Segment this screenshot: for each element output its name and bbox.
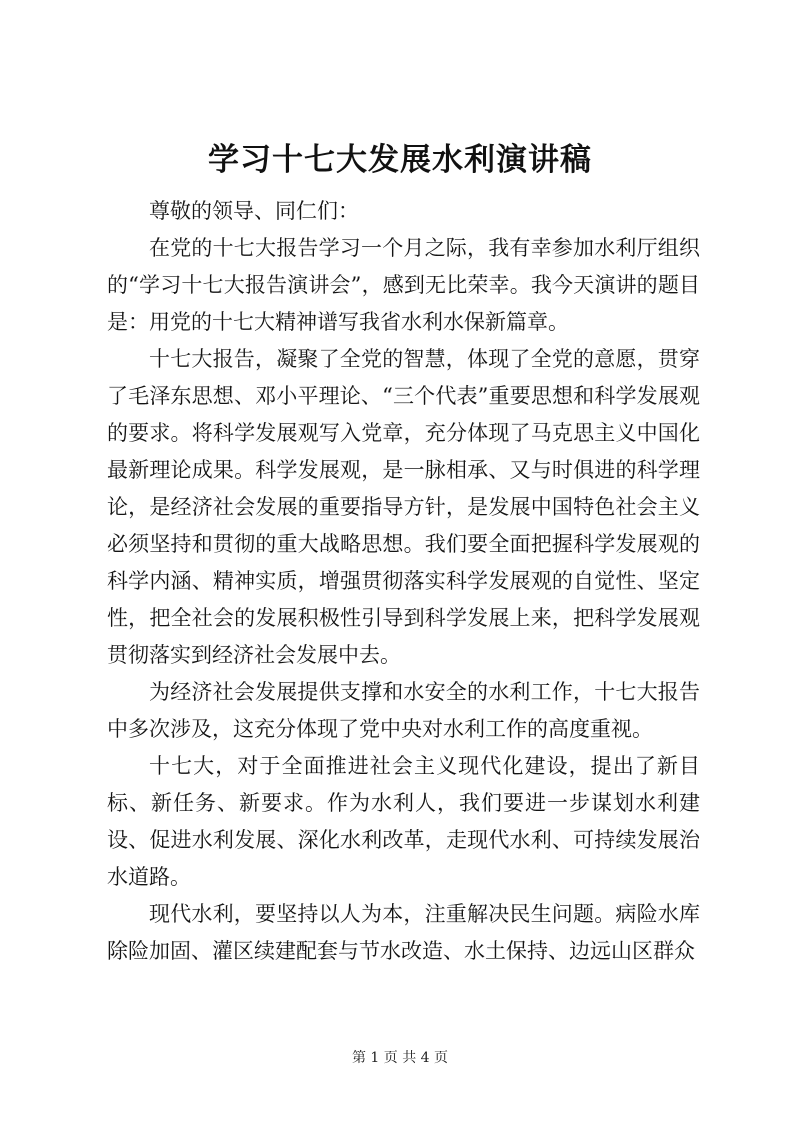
- page-footer: 第 1 页 共 4 页: [351, 1050, 449, 1066]
- paragraph-2: 十七大报告，凝聚了全党的智慧，体现了全党的意愿，贯穿了毛泽东思想、邓小平理论、“三个代表”重要思想和科学发展观的要求。将科学发展观写入党章，充分体现了马克思主义中国化最新理论成果。科学发展观，是一脉相承、又与时俱进的科学理论，是经济社会发展的重要指导方针，是发展中国特色社会主义必须坚持和贯彻的重大战略思想。我们要全面把握科学发展观的科学内涵、精神实质，增强贯彻落实科学发展观的自觉性、坚定性，把全社会的发展积极性引导到科学发展上来，把科学发展观贯彻落实到经济社会发展中去。: [107, 347, 700, 667]
- paragraph-4: 十七大，对于全面推进社会主义现代化建设，提出了新目标、新任务、新要求。作为水利人，我们要进一步谋划水利建设、促进水利发展、深化水利改革，走现代水利、可持续发展治水道路。: [107, 754, 700, 889]
- paragraph-1: 在党的十七大报告学习一个月之际，我有幸参加水利厅组织的“学习十七大报告演讲会”，感到无比荣幸。我今天演讲的题目是：用党的十七大精神谱写我省水利水保新篇章。: [107, 236, 700, 334]
- document-title: 学习十七大发展水利演讲稿: [208, 142, 592, 178]
- paragraph-3: 为经济社会发展提供支撑和水安全的水利工作，十七大报告中多次涉及，这充分体现了党中央对水利工作的高度重视。: [107, 680, 700, 741]
- document-body: [107, 193, 700, 970]
- paragraph-5: 现代水利，要坚持以人为本，注重解决民生问题。病险水库除险加固、灌区续建配套与节水改造、水土保持、边远山区群众: [107, 902, 700, 963]
- paragraph-salutation: 尊敬的领导、同仁们：: [149, 199, 359, 223]
